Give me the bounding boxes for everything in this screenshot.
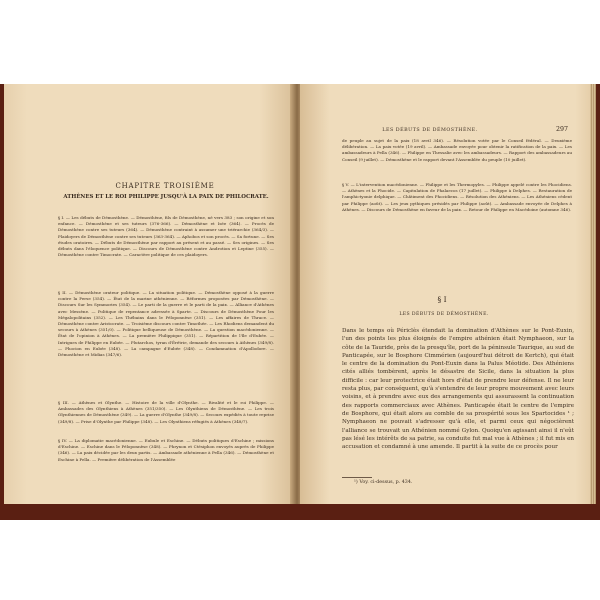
section-heading: LES DÉBUTS DE DÉMOSTHÈNE. [399, 312, 489, 317]
right-page [300, 84, 596, 504]
summary-text: § I. — Les débuts de Démosthène. — Démosthène, fils de Démosthène, né vers 383 ; son origine et son enfance. — Démosthène et ses tuteurs (376-366). — Démosthène et Isée (364). — Procès de Démosthène contre ses tuteurs (364). — Démosthène contraint à assumer une triérarchie (364/3). — Plaidoyers de Démosthène contre ses tuteurs (363-364). — Aphobos et son procès. — Sa fortune. — Ses études oratoires. — Débuts de Démosthène par rapport au présent et au passé. — Ses origines. — Ses débuts dans l'éloquence politique. — Discours de Démosthène contre Androtion et Leptine (355). — Démosthène contre Timocrate. — Caractère politique de ces plaidoyers. [58, 215, 274, 258]
running-head: LES DÉBUTS DE DÉMOSTHÈNE. [382, 128, 478, 133]
body-text: Dans le temps où Périclès étendait la domination d'Athènes sur le Pont-Euxin, l'un des points les plus éloignés de l'empire athénien était Nymphaeon, sur la côte de la Tauride, près de la presqu'île, port de la péninsule Taurique, au sud de Panticapée, sur le Bosphore Cimmérien (aujourd'hui détroit de Kertch), qui était le centre de la domination du Pont-Euxin dans la Palus Méotide. Des Athéniens cités alliés tombèrent, après le désastre de Sicile, dans la situation la plus difficile : car leur protectrice était hors d'état de prendre leur défense. Il ne leur resta plus, par conséquent, qu'à s'entendre de leur propre mouvement avec leurs voisins, et à prendre avec eux des arrangements qui assurassent la continuation des rapports commerciaux avec Athènes. Panticapée était le centre de l'empire de Bosphore, qui était alors au comble de sa prospérité sous les Spartocides ¹ ; Nymphaeon ne pouvait s'adresser qu'à elle, et parmi ceux qui négocièrent l'alliance se trouvait un Athénien nommé Gylon. Quoiqu'en agissant ainsi il n'eût pas lésé les intérêts de sa patrie, sa conduite fut mal vue à Athènes ; il fut mis en accusation et condamné à une amende. Il partit à la suite de ce procès pour [342, 328, 574, 451]
page-edges [590, 84, 596, 504]
summary-text: § II. — Démosthène orateur politique. — La situation politique. — Démosthène opposé à la guerre contre la Perse (354). — État de la marine athénienne. — Réformes proposées par Démosthène. — Discours Sur les Symmories (354). — Le parti de la guerre et le parti de la paix. — Alliance d'Athènes avec Messène. — Politique de repentance adressée à Sparte. — Discours de Démosthène Pour les Mégalopolitains (352). — Les Thébains dans le Péloponnèse (351). — Les affaires de Thrace. — Démosthène contre Aristocrate. — Troisième discours contre Timothée. — Les Rhodiens demandent du secours à Athènes (351/0). — Politique belliqueuse de Démosthène. — La question macédonienne. — État de l'opinion à Athènes. — La première Philippique (351). — Répartition de l'île d'Eubée. — Intrigues de Philippe en Eubée. — Plutarchos, tyran d'Érétrie, demande des secours à Athènes (349/8). — Phocion en Eubée (348). — La campagne d'Eubée (348). — Condamnation d'Apollodore. — Démosthène et Midias (347/6). [58, 290, 274, 358]
summary-section-5 [342, 182, 572, 213]
summary-text: de peuple au sujet de la paix (18 avril 346). — Résolution votée par le Conseil fédéral. — Deuxième délibération. — La paix votée (19 avril). — Ambassade envoyée pour obtenir la ratification de la paix. — Les ambassadeurs à Pella (346). — Philippe en Thessalie avec les ambassadeurs. — Rapport des ambassadeurs au Conseil (9 juillet). — Démosthène et le rapport devant l'Assemblée du peuple (10 juillet). [342, 138, 572, 162]
summary-section-2 [58, 290, 274, 358]
summary-section-1 [58, 215, 274, 258]
book-spread [0, 84, 600, 520]
chapter-title: CHAPITRE TROISIÈME [115, 182, 215, 190]
footnote-rule [342, 477, 372, 478]
left-page [4, 84, 294, 504]
summary-section-4-continued [342, 138, 572, 163]
chapter-subtitle: ATHÈNES ET LE ROI PHILIPPE JUSQU'À LA PAIX DE PHILOCRATE. [63, 194, 269, 200]
summary-text: § V. — L'intervention macédonienne. — Philippe et les Thermopyles. — Philippe appelé contre les Phocidiens. — Athènes et la Phocide. — Capitulation de Phalaecos (17 juillet). — Philippe à Delphes. — Restauration de l'amphictyonie delphique. — Châtiment des Phocidiens. — Résolution des Athéniens. — Les Athéniens cèdent par Philippe (août). — Les jeux pythiques présidés par Philippe (août). — Ambassade envoyée de Delphes à Athènes. — Discours de Démosthène en faveur de la paix. — Retour de Philippe en Macédoine (automne 346). [342, 182, 572, 212]
section-mark: § I [437, 295, 447, 304]
footnote: ¹) Voy. ci-dessus, p. 434. [354, 480, 413, 485]
summary-section-3 [58, 400, 274, 425]
summary-section-4 [58, 438, 274, 463]
page-number: 297 [555, 126, 568, 133]
summary-text: § IV. — La diplomatie macédonienne. — Eubule et Eschine. — Débuts politiques d'Eschine ; missions d'Eschine. — Eschine dans le Péloponnèse (348). — Phrynon et Ctésiphon envoyés auprès de Philippe (346). — La paix décidée par les deux partis. — Ambassade athénienne à Pella (346). — Démosthène et Eschine à Pella. — Première délibération de l'Assemblée [58, 438, 274, 462]
summary-text: § III. — Athènes et Olynthe. — Histoire de la ville d'Olynthe. — Rivalité et le roi Philippe. — Ambassades des Olynthiens à Athènes (351/350). — Les Olynthiens de Démosthène. — Les trois Olynthiennes de Démosthène (349). — La guerre d'Olynthe (349/8). — Secours expédiés à toute reprise (349/8). — Prise d'Olynthe par Philippe (348). — Les Olynthiens réfugiés à Athènes (348/7). [58, 400, 274, 424]
